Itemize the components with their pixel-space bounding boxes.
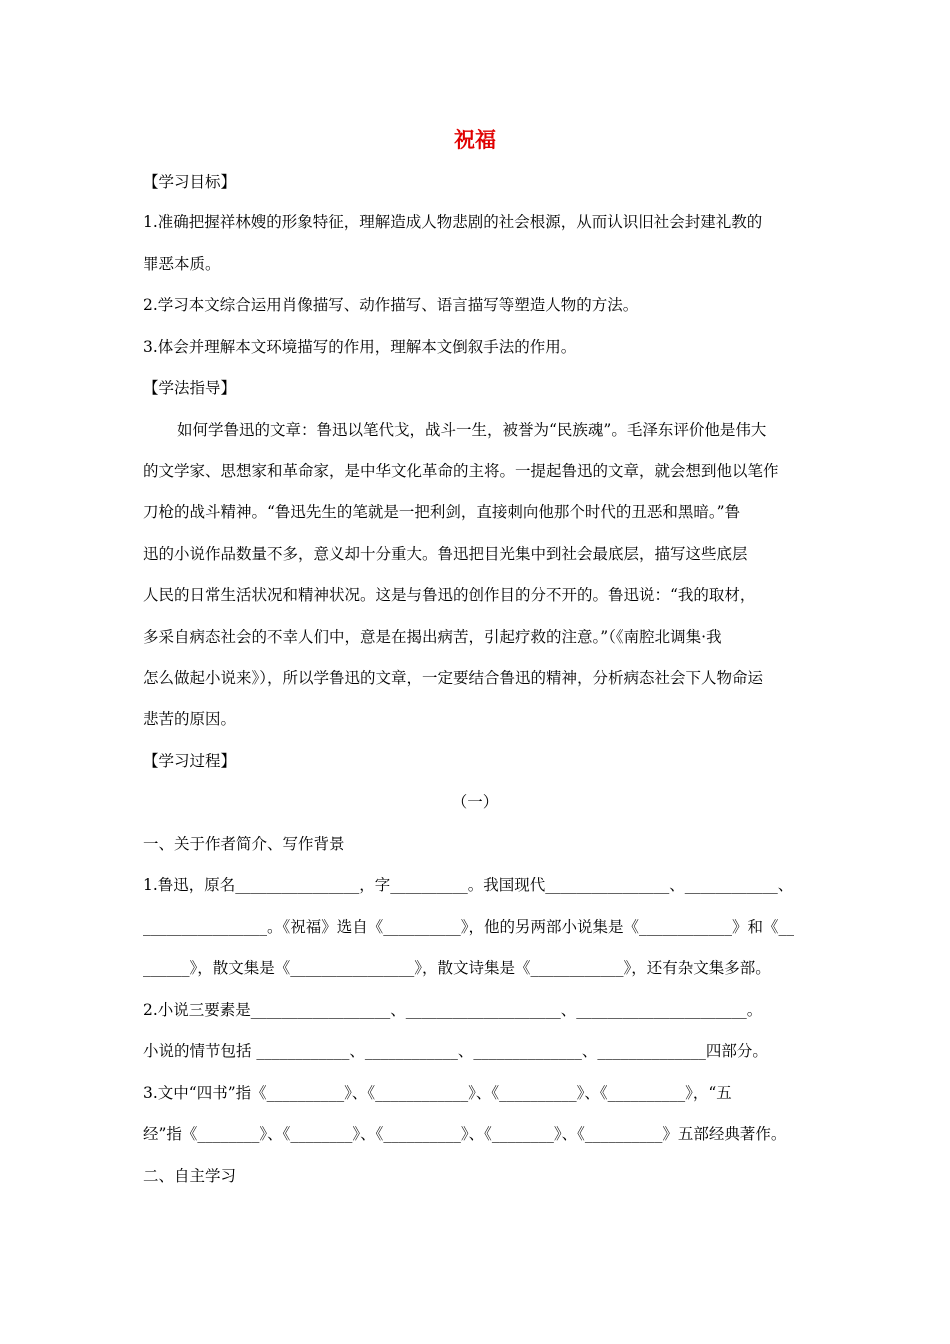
- method-paragraph-line: 迅的小说作品数量不多，意义却十分重大。鲁迅把目光集中到社会最底层，描写这些底层: [143, 545, 748, 563]
- question-line: 3.文中“四书”指《__________》、《____________》、《__________》、《__________》，“五: [143, 1084, 732, 1102]
- subsection-heading: 一、关于作者简介、写作背景: [143, 835, 345, 853]
- subsection-heading: 二、自主学习: [143, 1167, 237, 1185]
- question-line: 经”指《________》、《________》、《__________》、《________》、《__________》五部经典著作。: [143, 1125, 787, 1143]
- page-title: 祝福: [454, 127, 496, 152]
- method-header: 【学法指导】: [143, 379, 237, 397]
- objective-line: 2.学习本文综合运用肖像描写、动作描写、语言描写等塑造人物的方法。: [143, 296, 639, 314]
- method-paragraph-line: 怎么做起小说来》），所以学鲁迅的文章，一定要结合鲁迅的精神，分析病态社会下人物命运: [143, 669, 764, 687]
- question-line: ________________。《祝福》选自《__________》，他的另两部小说集是《____________》和《__: [143, 918, 795, 936]
- method-paragraph-line: 多采自病态社会的不幸人们中，意是在揭出病苦，引起疗救的注意。”（《南腔北调集·我: [143, 628, 722, 646]
- method-paragraph-line: 悲苦的原因。: [143, 710, 237, 728]
- question-line: 2.小说三要素是__________________、____________________、______________________。: [143, 1001, 763, 1019]
- objective-line: 1.准确把握祥林嫂的形象特征，理解造成人物悲剧的社会根源，从而认识旧社会封建礼教的: [143, 213, 763, 231]
- process-header: 【学习过程】: [143, 752, 237, 770]
- objective-line: 3.体会并理解本文环境描写的作用，理解本文倒叙手法的作用。: [143, 338, 577, 356]
- question-line: 1.鲁迅，原名________________，字__________。我国现代________________、____________、: [143, 876, 794, 894]
- objectives-header: 【学习目标】: [143, 173, 237, 191]
- method-paragraph-line: 刀枪的战斗精神。“鲁迅先生的笔就是一把利剑，直接刺向他那个时代的丑恶和黑暗。”鲁: [143, 503, 741, 521]
- question-line: 小说的情节包括 ____________、____________、______________、______________四部分。: [143, 1042, 768, 1060]
- method-paragraph-line: 如何学鲁迅的文章：鲁迅以笔代戈，战斗一生，被誉为“民族魂”。毛泽东评价他是伟大: [177, 421, 767, 439]
- objective-line: 罪恶本质。: [143, 255, 221, 273]
- part-label: （一）: [451, 793, 499, 811]
- method-paragraph-line: 的文学家、思想家和革命家，是中华文化革命的主将。一提起鲁迅的文章，就会想到他以笔作: [143, 462, 779, 480]
- method-paragraph-line: 人民的日常生活状况和精神状况。这是与鲁迅的创作目的分不开的。鲁迅说：“我的取材，: [143, 586, 756, 604]
- question-line: ______》，散文集是《________________》，散文诗集是《____________》，还有杂文集多部。: [143, 959, 771, 977]
